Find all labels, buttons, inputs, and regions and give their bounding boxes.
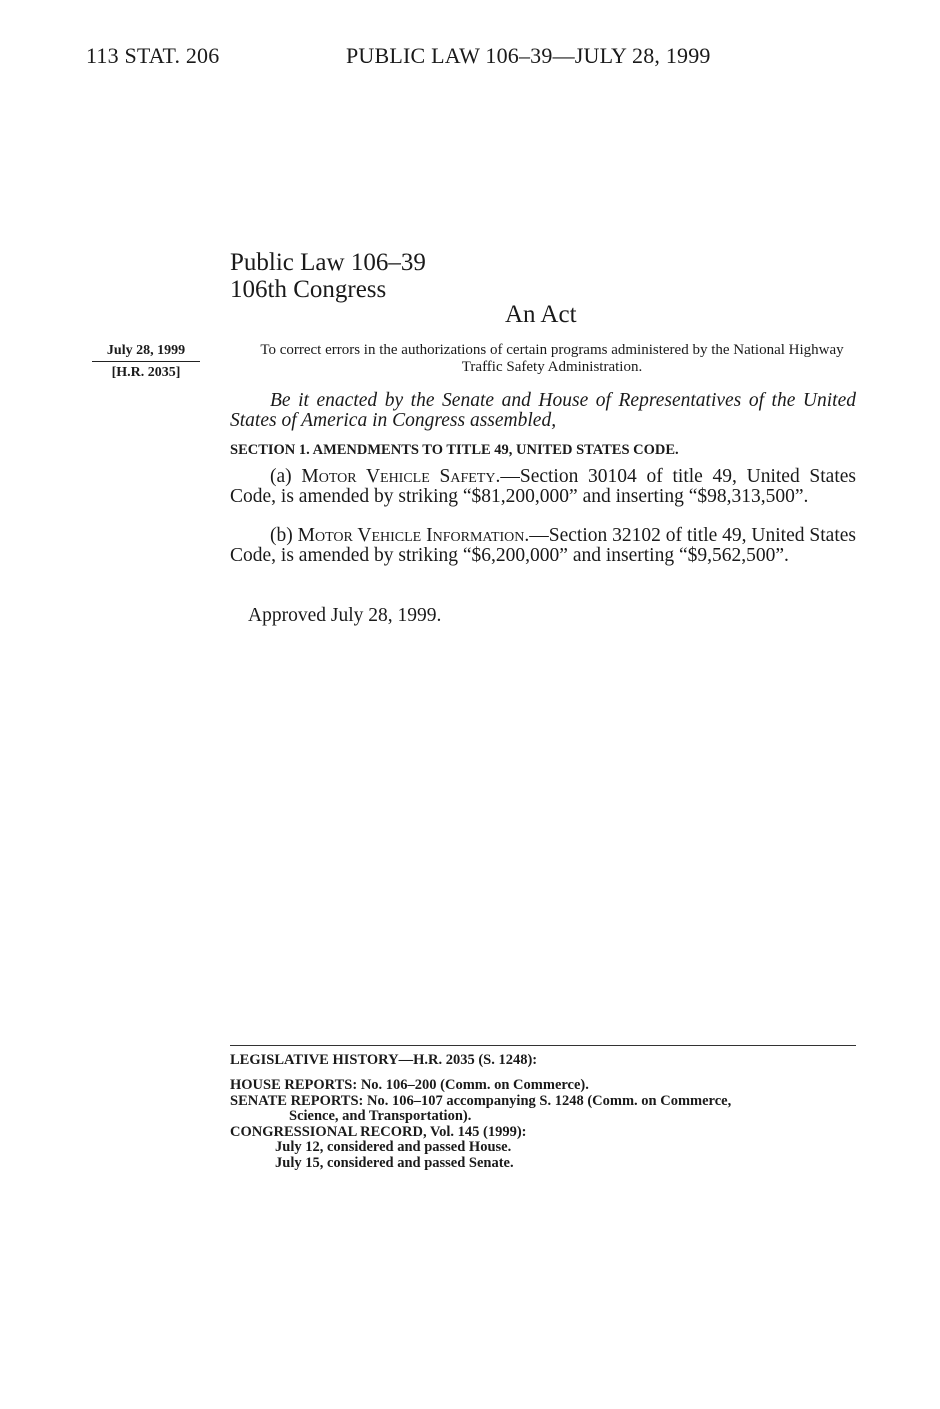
enacting-clause: Be it enacted by the Senate and House of Representatives of the United States of America in Congress assembled, [230,390,856,431]
margin-note-date: July 28, 1999 [106,343,186,358]
subsection-b-label: (b) [270,525,298,546]
margin-note [92,341,200,382]
subsection-b-body: —Section 32102 of title 49, United States Code, is amended by striking “$6,200,000” and inserting “$9,562,500”. [230,525,856,566]
senate-reports-line-2: Science, and Transportation). [289,1108,472,1124]
subsection-a-body: —Section 30104 of title 49, United States Code, is amended by striking “$81,200,000” and inserting “$98,313,500”. [230,466,856,507]
approval-date: Approved July 28, 1999. [248,605,442,626]
public-law-number: Public Law 106–39 [230,249,426,276]
subsection-b [230,526,856,565]
legislative-history-heading: LEGISLATIVE HISTORY—H.R. 2035 (S. 1248): [230,1052,538,1068]
margin-note-divider [92,361,200,362]
act-label: An Act [505,301,577,328]
congress-number: 106th Congress [230,276,387,303]
running-header: PUBLIC LAW 106–39—JULY 28, 1999 [346,43,711,68]
house-reports: HOUSE REPORTS: No. 106–200 (Comm. on Commerce). [230,1077,589,1093]
margin-note-bill: [H.R. 2035] [111,365,181,380]
congressional-record: CONGRESSIONAL RECORD, Vol. 145 (1999): [230,1124,527,1140]
record-event-house: July 12, considered and passed House. [275,1139,512,1155]
section-heading: SECTION 1. AMENDMENTS TO TITLE 49, UNITED STATES CODE. [230,442,679,458]
legislative-history-divider [230,1045,856,1046]
subsection-a-label: (a) [270,466,302,487]
senate-reports-line-1: SENATE REPORTS: No. 106–107 accompanying S. 1248 (Comm. on Commerce, [230,1093,732,1109]
subsection-a-caption: Motor Vehicle Safety. [301,466,501,487]
statutes-page-number: 113 STAT. 206 [86,43,220,68]
subsection-b-caption: Motor Vehicle Information. [297,525,530,546]
subsection-a [230,467,856,506]
record-event-senate: July 15, considered and passed Senate. [275,1155,514,1171]
act-purpose: To correct errors in the authorizations of certain programs administered by the National Highway Traffic Safety Administration. [260,342,844,375]
